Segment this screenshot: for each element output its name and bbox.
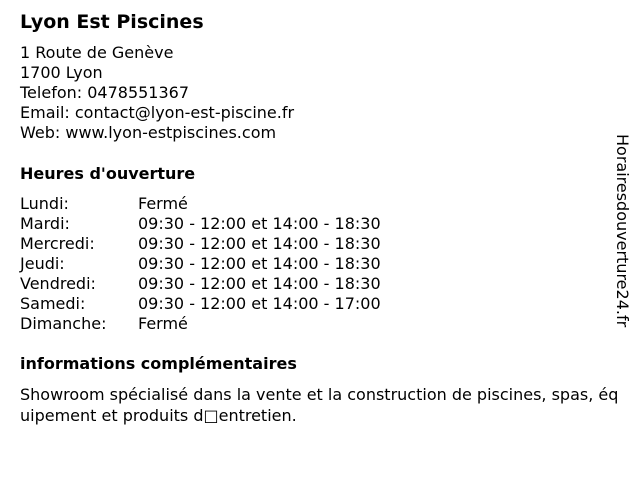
info-description: Showroom spécialisé dans la vente et la construction de piscines, spas, équipement et produits d□entretien. — [20, 385, 619, 425]
web-line: Web: www.lyon-estpiscines.com — [20, 123, 277, 142]
hours-heading: Heures d'ouverture — [20, 164, 196, 183]
email-line: Email: contact@lyon-est-piscine.fr — [20, 103, 295, 122]
hours-time: 09:30 - 12:00 et 14:00 - 18:30 — [138, 234, 381, 253]
phone-line: Telefon: 0478551367 — [20, 83, 190, 102]
contact-block — [20, 43, 294, 143]
hours-time: 09:30 - 12:00 et 14:00 - 18:30 — [138, 214, 381, 233]
business-name: Lyon Est Piscines — [20, 11, 204, 33]
hours-time: 09:30 - 12:00 et 14:00 - 17:00 — [138, 294, 381, 313]
hours-day: Jeudi: — [20, 254, 65, 273]
hours-day: Mardi: — [20, 214, 70, 233]
hours-day: Mercredi: — [20, 234, 95, 253]
hours-day: Samedi: — [20, 294, 86, 313]
hours-day: Vendredi: — [20, 274, 96, 293]
address-street: 1 Route de Genève — [20, 43, 174, 62]
hours-day: Lundi: — [20, 194, 69, 213]
hours-time: 09:30 - 12:00 et 14:00 - 18:30 — [138, 274, 381, 293]
info-heading: informations complémentaires — [20, 354, 297, 373]
address-city: 1700 Lyon — [20, 63, 103, 82]
watermark — [612, 134, 632, 374]
watermark-text: Horairesdouverture24.fr — [613, 134, 632, 328]
hours-day: Dimanche: — [20, 314, 107, 333]
hours-time: 09:30 - 12:00 et 14:00 - 18:30 — [138, 254, 381, 273]
hours-time: Fermé — [138, 194, 188, 213]
hours-time: Fermé — [138, 314, 188, 333]
